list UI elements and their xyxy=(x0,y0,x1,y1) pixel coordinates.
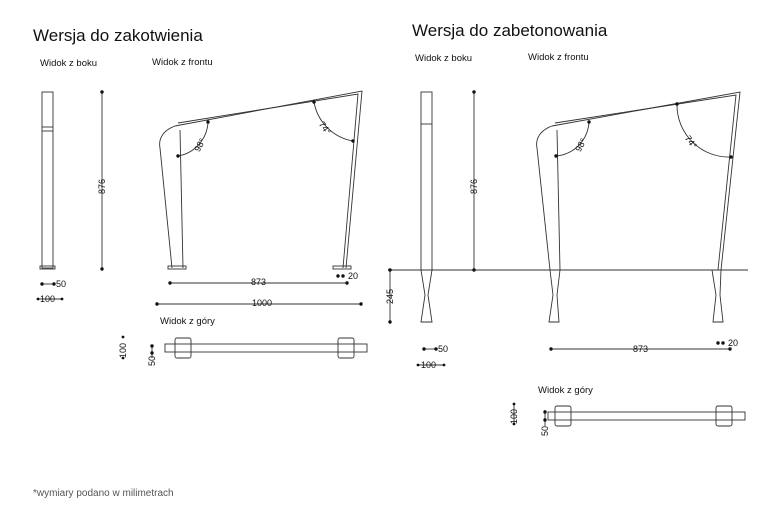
right-front-view-label: Widok z frontu xyxy=(528,52,589,63)
right-top-depth-label: 100 xyxy=(509,408,519,424)
left-width-1000-label: 1000 xyxy=(252,298,273,308)
left-side-view-label: Widok z boku xyxy=(40,58,98,69)
units-footnote: *wymiary podano w milimetrach xyxy=(33,488,174,499)
left-front-view-label: Widok z frontu xyxy=(152,57,213,68)
left-top-thickness-label: 50 xyxy=(147,355,157,366)
left-side-thickness-label: 50 xyxy=(56,279,67,289)
right-gap-20-label: 20 xyxy=(728,338,739,348)
right-front-view-frame xyxy=(537,92,740,322)
right-side-view-label: Widok z boku xyxy=(415,53,473,64)
right-side-thickness-label: 50 xyxy=(438,344,449,354)
right-angle-74-label: 74° xyxy=(682,133,699,151)
right-top-view-label: Widok z góry xyxy=(538,385,593,396)
left-front-view-frame xyxy=(160,91,362,269)
right-height-dim-label: 876 xyxy=(469,178,479,194)
right-side-width-label: 100 xyxy=(421,360,437,370)
left-top-depth-label: 100 xyxy=(118,342,128,358)
right-width-873-label: 873 xyxy=(633,344,649,354)
left-title: Wersja do zakotwienia xyxy=(33,26,203,45)
left-width-873-label: 873 xyxy=(251,277,267,287)
left-top-view-label: Widok z góry xyxy=(160,316,215,327)
right-top-thickness-label: 50 xyxy=(540,425,550,436)
right-title: Wersja do zabetonowania xyxy=(412,21,608,40)
left-side-width-label: 100 xyxy=(40,294,56,304)
left-height-dim-label: 876 xyxy=(97,178,107,194)
right-side-view-post xyxy=(421,92,432,322)
left-side-view-post xyxy=(40,92,55,269)
left-angle-98-label: 98° xyxy=(192,136,208,154)
right-top-view xyxy=(514,404,745,426)
left-gap-20-label: 20 xyxy=(348,271,359,281)
dimension-dots xyxy=(37,90,733,425)
right-embed-depth-label: 245 xyxy=(385,288,395,304)
left-angle-74-label: 74° xyxy=(316,119,333,137)
left-top-view xyxy=(152,338,367,358)
right-angle-98-label: 98° xyxy=(573,136,589,154)
